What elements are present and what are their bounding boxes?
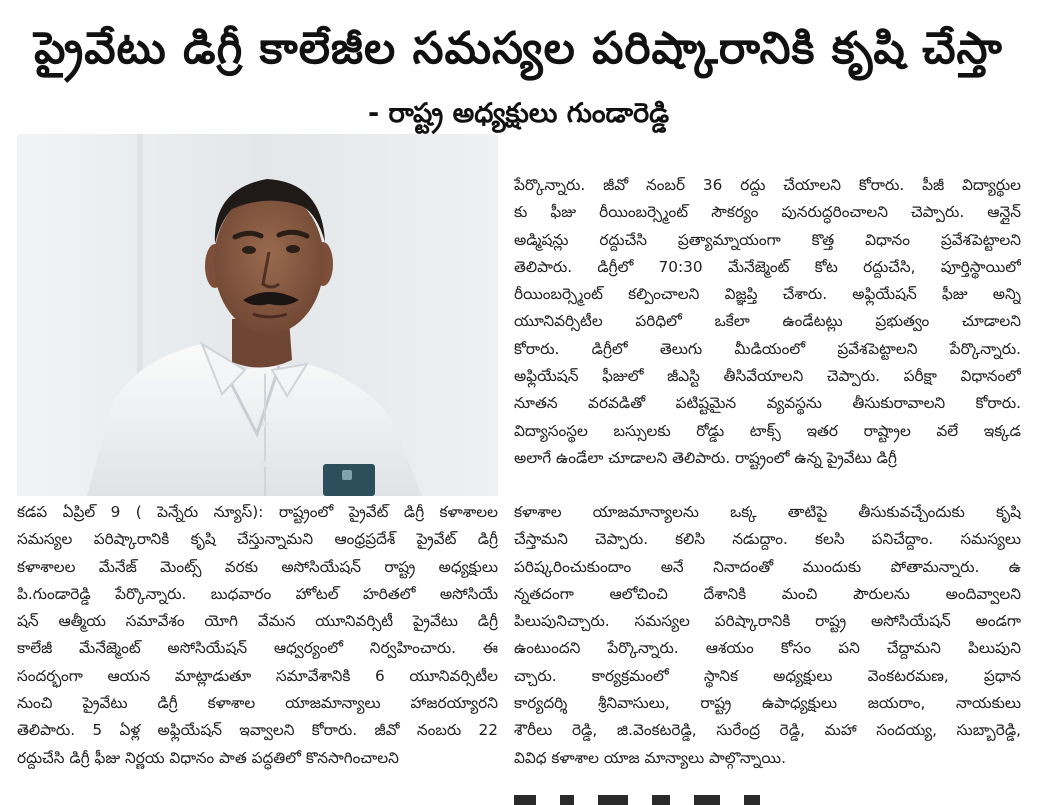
text-line: పరిష్కరించుకుందాం అనే నినాదంతో ముందుకు పోతామన్నారు. ఉ — [514, 557, 1021, 576]
text-line: పి.గుండారెడ్డి పేర్కొన్నారు. బుధవారం హోటల్ హరితలో అసోసియే — [17, 584, 498, 603]
text-line: శౌరీలు రెడ్డి, జి.వెంకటరెడ్డి, సురేంద్ర రెడ్డి, మహా సందయ్య, సుబ్బారెడ్డి, — [514, 721, 1021, 740]
bottom-crop-marks — [514, 795, 914, 805]
text-line: న్నతదంగా ఆలోచించి దేశానికి మంచి పౌరులను అందివ్వాలని — [514, 584, 1021, 603]
text-line: కు ఫీజు రీయింబర్స్మెంట్ సౌకర్యం పునరుద్ధరించాలని చెప్పారు. ఆన్లైన్ — [514, 203, 1021, 222]
text-line: సందర్భంగా ఆయన మాట్లాడుతూ సమావేశానికి 6 యూనివర్సిటీల — [17, 666, 498, 685]
text-line: అడ్మిషన్లు రద్దుచేసి ప్రత్యామ్నాయంగా కొత్త విధానం ప్రవేశపెట్టాలని — [514, 230, 1021, 249]
article-column-left — [17, 499, 498, 772]
text-line: యూనివర్సిటీల పరిధిలో ఒకేలా ఉండేటట్లు ప్రభుత్వం చూడాలని — [514, 312, 1021, 331]
text-line: కళాశాలల మేనేజ్ మెంట్స్ వరకు అసోసియేషన్ రాష్ట్ర అధ్యక్షులు — [17, 557, 498, 576]
text-line: రీయింబర్స్మెంట్ కల్పించాలని విజ్ఞప్తి చేశారు. అఫ్లియేషన్ ఫీజు అన్ని — [514, 285, 1021, 304]
text-line: నూతన వరవడితో పటిష్టమైన వ్యవస్థను తీసుకురావాలని కోరారు. — [514, 394, 1021, 413]
text-line: తెలిపారు. డిగ్రీలో 70:30 మేనేజ్మెంట్ కోట రద్దుచేసి, పూర్తిస్థాయిలో — [514, 257, 1021, 276]
text-line: సమస్యల పరిష్కారానికి కృషి చేస్తున్నామని ఆంధ్రప్రదేశ్ ప్రైవేట్ డిగ్రీ — [17, 530, 498, 549]
text-line: కార్యదర్శి శ్రీనివాసులు, రాష్ట్ర ఉపాధ్యక్షులు జయరాం, నాయకులు — [514, 694, 1021, 713]
text-line: పిలుపునిచ్చారు. సమస్యల పరిష్కారానికి రాష్ట్ర అసోసియేషన్ అండగా — [514, 612, 1021, 631]
article-column-right — [514, 172, 1021, 472]
text-line: కళాశాల యాజమాన్యాలను ఒక్క తాటిపై తీసుకువచ్చేందుకు కృషి — [514, 503, 1021, 521]
text-line: ఉంటుందని పేర్కొన్నారు. ఆశయం కోసం పని చేద్దామని పిలుపుని — [514, 639, 1021, 658]
byline: - రాష్ట్ర అధ్యక్షులు గుండారెడ్డి — [367, 98, 670, 129]
headline: ప్రైవేటు డిగ్రీ కాలేజీల సమస్యల పరిష్కారానికి కృషి చేస్తా — [34, 23, 1003, 74]
portrait-photo — [17, 134, 498, 496]
text-line: అఫ్లియేషన్ ఫీజులో జీఎస్టి తీసివేయాలని చెప్పారు. పరీక్షా విధానంలో — [514, 367, 1021, 386]
portrait-illustration — [17, 134, 498, 496]
text-line: కాలేజీ మేనేజ్మెంట్ అసోసియేషన్ ఆధ్వర్యంలో నిర్వహించారు. ఈ — [17, 639, 498, 658]
text-line: వివిధ కళాశాల యాజ మాన్యాలు పాల్గొన్నాయి. — [514, 748, 786, 767]
text-line: తెలిపారు. 5 ఏళ్ల అఫ్లియేషన్ ఇవ్వాలని కోరారు. జీవో నంబరు 22 — [17, 721, 498, 740]
text-line: చేస్తామని చెప్పారు. కలిసి నడుద్దాం. కలసి పనిచేద్దాం. సమస్యలు — [514, 530, 1021, 549]
text-line: షన్ ఆత్మీయ సమావేశం యోగి వేమన యూనివర్సిటీ ప్రైవేటు డిగ్రీ — [17, 612, 498, 631]
text-line: విద్యాసంస్థల బస్సులకు రోడ్డు టాక్స్ ఇతర రాష్ట్రాల వలే ఇక్కడ — [514, 421, 1021, 440]
text-line: పేర్కొన్నారు. జీవో నంబర్ 36 రద్దు చేయాలని కోరారు. పీజీ విద్యార్థుల — [514, 176, 1021, 194]
article-column-bottom-right — [514, 499, 1021, 772]
text-line: అలాగే ఉండేలా చూడాలని తెలిపారు. రాష్ట్రంలో ఉన్న ప్రైవేటు డిగ్రీ — [514, 448, 897, 467]
text-line: చ్చారు. కార్యక్రమంలో స్థానిక అధ్యక్షులు వెంకటరమణ, ప్రధాన — [514, 666, 1021, 685]
text-line: నుంచి ప్రైవేటు డిగ్రీ కళాశాల యాజమాన్యాలు హాజరయ్యారని — [17, 694, 498, 713]
text-line: కడప ఏప్రిల్ 9 ( పెన్నేరు న్యూస్): రాష్ట్రంలో ప్రైవేట్ డిగ్రీ కళాశాలల — [17, 503, 498, 521]
text-line: కోరారు. డిగ్రీలో తెలుగు మీడియంలో ప్రవేశపెట్టాలని పేర్కొన్నారు. — [514, 339, 1021, 358]
text-line: రద్దుచేసి డిగ్రీ ఫీజు నిర్ణయ విధానం పాత పద్ధతిలో కొనసాగించాలని — [17, 748, 399, 767]
